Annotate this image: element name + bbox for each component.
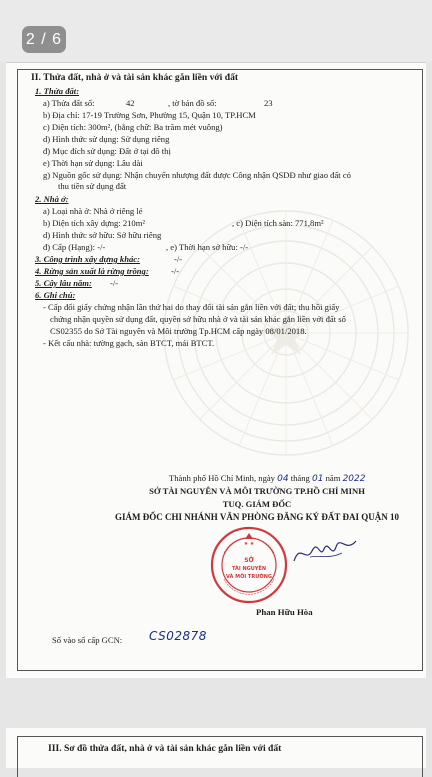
forest-value: -/- — [171, 266, 180, 276]
section-2-title: II. Thửa đất, nhà ở và tài sản khác gắn liền với đất — [31, 72, 239, 83]
section-3-title: III. Sơ đồ thửa đất, nhà ở và tài sản khác gắn liền với đất — [48, 743, 282, 754]
land-origin-line2: thu tiền sử dụng đất — [58, 181, 127, 191]
signer-name: Phan Hữu Hòa — [256, 607, 313, 617]
land-area: c) Diện tích: 300m², (bằng chữ: Ba trăm mét vuông) — [43, 122, 223, 132]
house-grade: đ) Cấp (Hạng): -/- — [43, 242, 106, 252]
perennial-value: -/- — [110, 278, 119, 288]
map-sheet-value: 23 — [264, 98, 273, 108]
date-month: 01 — [312, 474, 324, 484]
handwritten-signature — [290, 533, 360, 573]
land-purpose: đ) Mục đích sử dụng: Đất ở tại đô thị — [43, 146, 171, 156]
perennial-heading: 5. Cây lâu năm: — [35, 278, 92, 288]
gcn-label: Số vào sổ cấp GCN: — [52, 635, 123, 645]
forest-heading: 4. Rừng sản xuất là rừng trồng: — [35, 266, 149, 276]
other-construction-value: -/- — [174, 254, 183, 264]
svg-text:VÀ MÔI TRƯỜNG: VÀ MÔI TRƯỜNG — [225, 574, 273, 580]
other-construction-heading: 3. Công trình xây dựng khác: — [35, 254, 140, 264]
notes-heading: 6. Ghi chú: — [35, 290, 76, 300]
page-gap — [0, 678, 432, 728]
house-type: a) Loại nhà ở: Nhà ở riêng lẻ — [43, 206, 143, 216]
parcel-value: 42 — [126, 98, 135, 108]
notes-line3: CS02355 do Sở Tài nguyên và Môi trường Tp.HCM cấp ngày 08/01/2018. — [50, 326, 307, 336]
land-term: e) Thời hạn sử dụng: Lâu dài — [43, 158, 143, 168]
notes-line4: - Kết cấu nhà: tường gạch, sàn BTCT, mái BTCT. — [43, 338, 215, 348]
branch-director-title: GIÁM ĐỐC CHI NHÁNH VĂN PHÒNG ĐĂNG KÝ ĐẤT ĐAI QUẬN 10 — [115, 512, 399, 522]
viewer-header — [0, 0, 432, 62]
next-page — [6, 728, 426, 768]
svg-text:TÀI NGUYÊN: TÀI NGUYÊN — [231, 566, 267, 572]
department-name: SỞ TÀI NGUYÊN VÀ MÔI TRƯỜNG TP.HỒ CHÍ MINH — [149, 486, 365, 496]
land-heading: 1. Thửa đất: — [35, 86, 80, 96]
house-build-area: b) Diện tích xây dựng: 210m² — [43, 218, 145, 228]
svg-text:SỞ: SỞ — [244, 557, 254, 564]
page-indicator: 2 / 6 — [22, 26, 66, 53]
land-origin-line1: g) Nguồn gốc sử dụng: Nhận chuyển nhượng đất được Công nhận QSDĐ như giao đất có — [43, 170, 351, 180]
house-own-term: , e) Thời hạn sở hữu: -/- — [166, 242, 249, 252]
date-prefix: Thành phố Hồ Chí Minh, ngày — [169, 473, 275, 483]
map-sheet-label: , tờ bản đồ số: — [168, 98, 217, 108]
house-ownership: d) Hình thức sở hữu: Sở hữu riêng — [43, 230, 162, 240]
date-year: 2022 — [342, 474, 366, 484]
house-floor-area: , c) Diện tích sàn: 771,8m² — [232, 218, 324, 228]
land-use-form: d) Hình thức sử dụng: Sử dụng riêng — [43, 134, 170, 144]
land-address: b) Địa chỉ: 17-19 Trường Sơn, Phường 15, Quận 10, TP.HCM — [43, 110, 256, 120]
notes-line2: chứng nhận quyền sử dụng đất, quyền sở hữu nhà ở và tài sản khác gắn liền với đất số — [50, 314, 346, 324]
sign-date — [169, 473, 365, 484]
svg-text:★ ★: ★ ★ — [243, 541, 255, 547]
date-month-label: tháng — [290, 473, 310, 483]
notes-line1: - Cấp đổi giấy chứng nhận lần thứ hai do thay đổi tài sản gắn liền với đất; thu hồi giấy — [43, 302, 340, 312]
date-day: 04 — [277, 474, 289, 484]
on-behalf-title: TUQ. GIÁM ĐỐC — [222, 499, 292, 509]
gcn-number: CS02878 — [149, 629, 207, 643]
date-year-label: năm — [325, 473, 341, 483]
parcel-label: a) Thửa đất số: — [43, 98, 95, 108]
house-heading: 2. Nhà ở: — [35, 194, 69, 204]
document-page — [6, 62, 426, 679]
official-red-stamp — [209, 525, 289, 605]
